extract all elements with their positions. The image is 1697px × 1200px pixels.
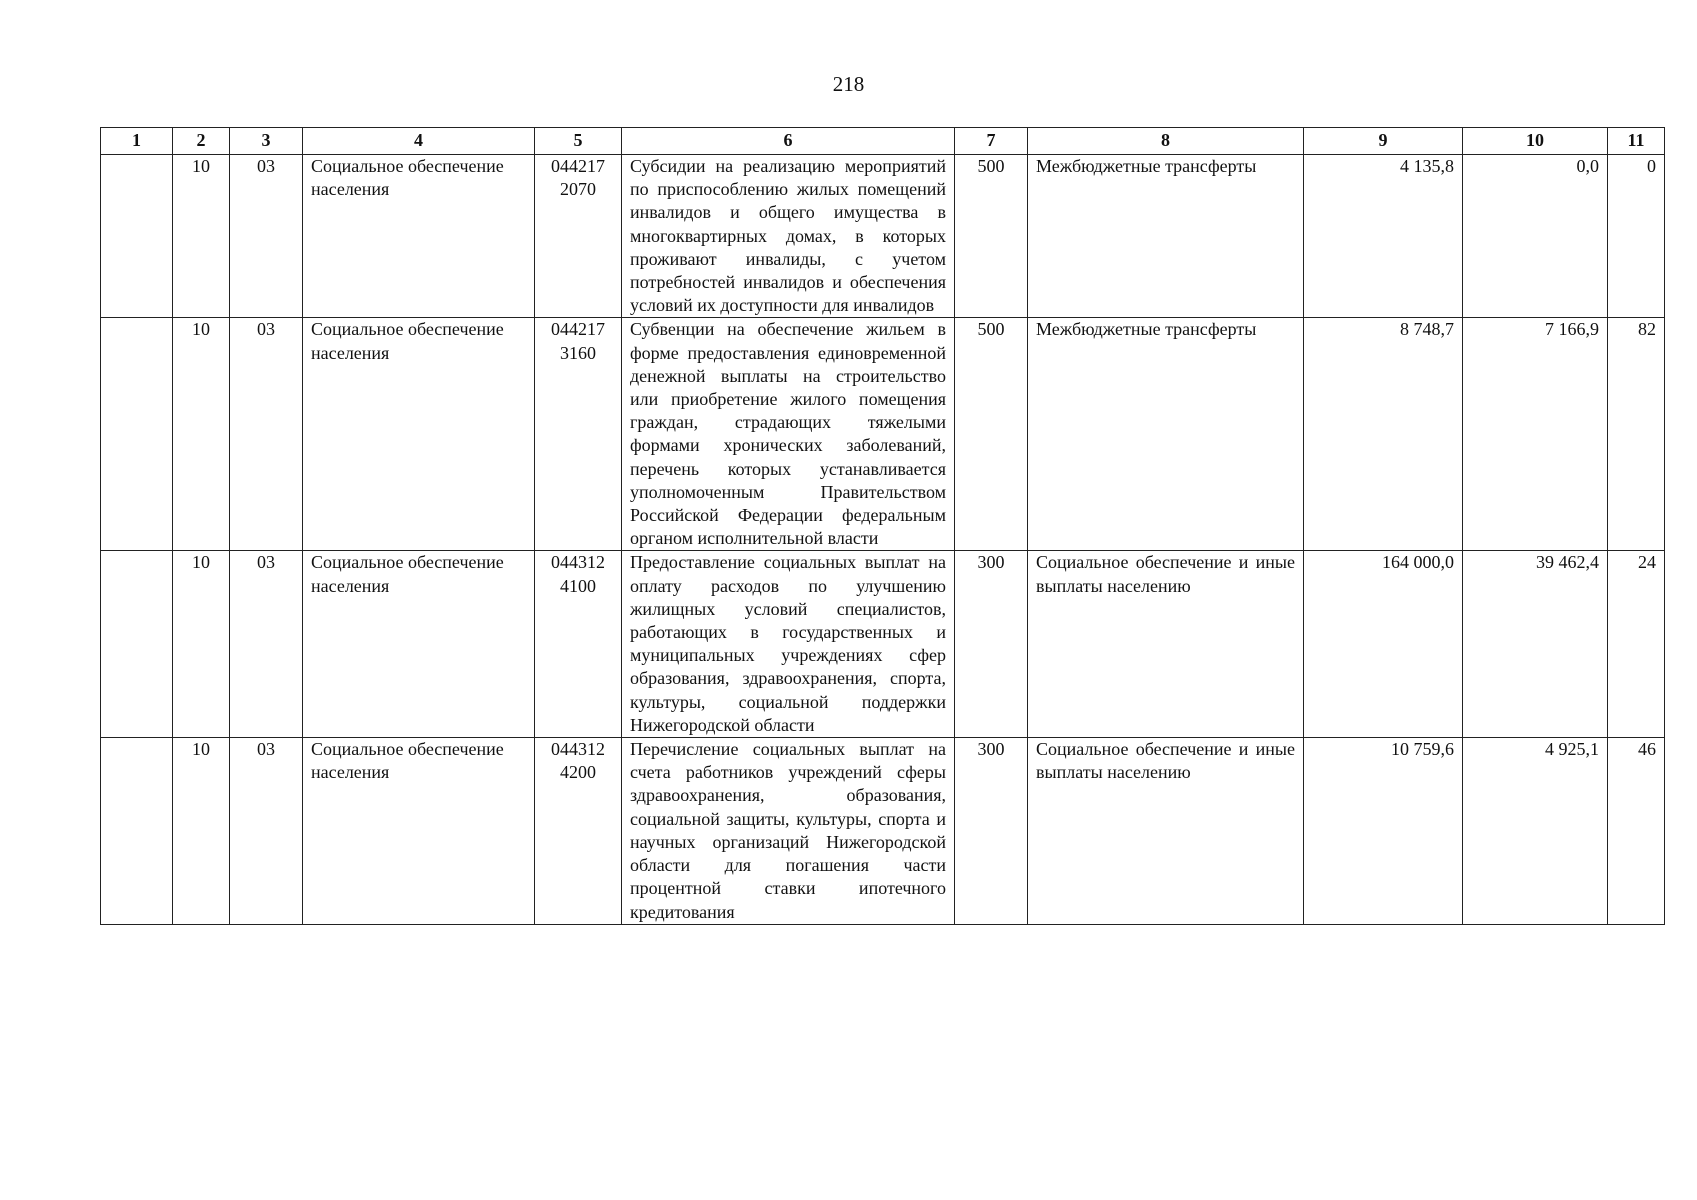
cell-name: Социальное обеспечение населения (303, 738, 535, 925)
cell-fact: 4 925,1 (1463, 738, 1608, 925)
cell-subsection: 03 (230, 551, 303, 738)
code-part-1: 044217 (551, 156, 605, 176)
cell-type-code: 500 (955, 155, 1028, 318)
code-part-2: 4200 (560, 762, 596, 783)
code-part-1: 044312 (551, 739, 605, 760)
cell-section: 10 (173, 318, 230, 551)
cell-col1 (101, 551, 173, 738)
cell-name: Социальное обеспечение населения (303, 318, 535, 551)
header-cell: 7 (955, 128, 1028, 155)
cell-percent: 82 (1608, 318, 1665, 551)
header-cell: 9 (1304, 128, 1463, 155)
cell-section: 10 (173, 551, 230, 738)
code-part-1: 044217 (551, 319, 605, 340)
header-cell: 11 (1608, 128, 1665, 155)
cell-type-code: 500 (955, 318, 1028, 551)
cell-plan: 4 135,8 (1304, 155, 1463, 318)
cell-plan: 8 748,7 (1304, 318, 1463, 551)
cell-target-code (535, 738, 622, 925)
cell-percent: 46 (1608, 738, 1665, 925)
cell-fact: 7 166,9 (1463, 318, 1608, 551)
cell-type-name: Социальное обеспечение и иные выплаты населению (1028, 551, 1304, 738)
table-row (101, 551, 1665, 738)
cell-type-name: Межбюджетные трансферты (1028, 155, 1304, 318)
cell-plan: 10 759,6 (1304, 738, 1463, 925)
cell-type-code: 300 (955, 551, 1028, 738)
cell-col1 (101, 155, 173, 318)
budget-table (100, 127, 1665, 925)
cell-fact: 0,0 (1463, 155, 1608, 318)
header-cell: 1 (101, 128, 173, 155)
table-header-row (101, 128, 1665, 155)
code-part-2: 2070 (560, 179, 596, 200)
cell-section: 10 (173, 738, 230, 925)
cell-name: Социальное обеспечение населения (303, 551, 535, 738)
code-part-1: 044312 (551, 552, 605, 573)
cell-description: Субсидии на реализацию мероприятий по приспособлению жилых помещений инвалидов и общего имущества в многоквартирных домах, в которых проживают инвалиды, с учетом потребностей инвалидов и обеспечения условий их доступности для инвалидов (622, 155, 955, 318)
header-cell: 4 (303, 128, 535, 155)
table-row (101, 155, 1665, 318)
cell-percent: 0 (1608, 155, 1665, 318)
cell-target-code (535, 318, 622, 551)
cell-subsection: 03 (230, 738, 303, 925)
cell-target-code (535, 551, 622, 738)
cell-name: Социальное обеспечение населения (303, 155, 535, 318)
code-part-2: 3160 (560, 342, 596, 363)
cell-target-code (535, 155, 622, 318)
header-cell: 6 (622, 128, 955, 155)
table-row (101, 318, 1665, 551)
table-row (101, 738, 1665, 925)
cell-description: Субвенции на обеспечение жильем в форме предоставления единовременной денежной выплаты на строительство или приобретение жилого помещения граждан, страдающих тяжелыми формами хронических заболеваний, перечень которых устанавливается уполномоченным Правительством Российской Федерации федеральным органом исполнительной власти (622, 318, 955, 551)
cell-fact: 39 462,4 (1463, 551, 1608, 738)
cell-section: 10 (173, 155, 230, 318)
code-part-2: 4100 (560, 575, 596, 596)
cell-type-name: Социальное обеспечение и иные выплаты населению (1028, 738, 1304, 925)
cell-col1 (101, 318, 173, 551)
page-number: 218 (832, 72, 865, 96)
header-cell: 2 (173, 128, 230, 155)
header-cell: 3 (230, 128, 303, 155)
cell-type-code: 300 (955, 738, 1028, 925)
cell-plan: 164 000,0 (1304, 551, 1463, 738)
cell-type-name: Межбюджетные трансферты (1028, 318, 1304, 551)
header-cell: 8 (1028, 128, 1304, 155)
cell-subsection: 03 (230, 155, 303, 318)
header-cell: 5 (535, 128, 622, 155)
cell-col1 (101, 738, 173, 925)
header-cell: 10 (1463, 128, 1608, 155)
cell-description: Предоставление социальных выплат на оплату расходов по улучшению жилищных условий специалистов, работающих в государственных и муниципальных учреждениях сфер образования, здравоохранения, спорта, культуры, социальной поддержки Нижегородской области (622, 551, 955, 738)
cell-description: Перечисление социальных выплат на счета работников учреждений сферы здравоохранения, образования, социальной защиты, культуры, спорта и научных организаций Нижегородской области для погашения части процентной ставки ипотечного кредитования (622, 738, 955, 925)
cell-percent: 24 (1608, 551, 1665, 738)
cell-subsection: 03 (230, 318, 303, 551)
